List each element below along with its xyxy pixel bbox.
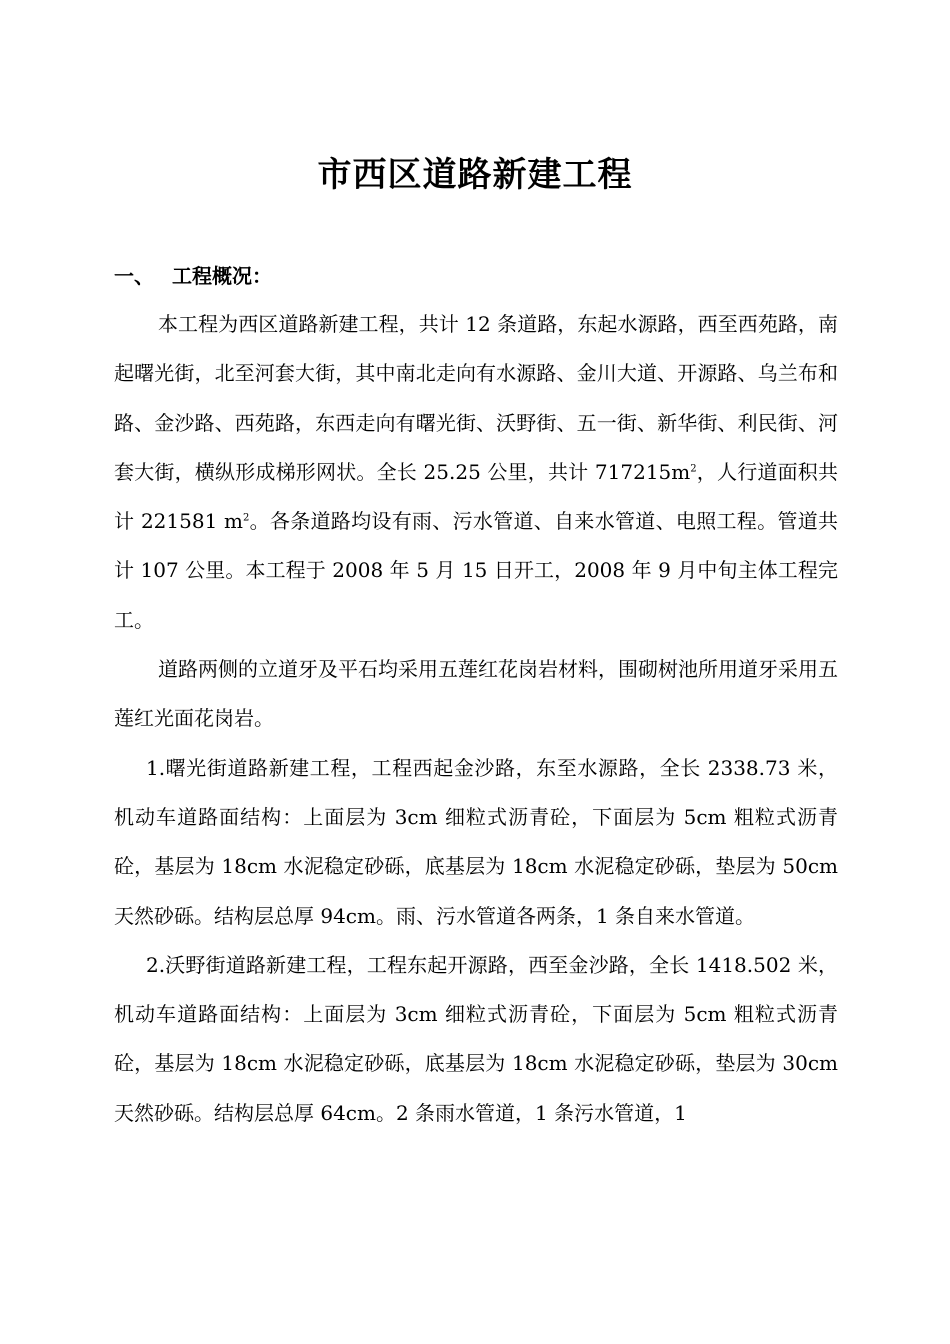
document-body bbox=[114, 300, 838, 1138]
paragraph-overview bbox=[114, 300, 838, 645]
paragraph-item-1: 1.曙光街道路新建工程，工程西起金沙路，东至水源路，全长 2338.73 米，机动车道路面结构：上面层为 3cm 细粒式沥青砼，下面层为 5cm 粗粒式沥青砼，基层为 18cm 水泥稳定砂砾，底基层为 18cm 水泥稳定砂砾，垫层为 50cm 天然砂砾。结构层总厚 94cm。雨、污水管道各两条，1 条自来水管道。 bbox=[114, 755, 838, 928]
section-heading bbox=[114, 258, 272, 294]
superscript-squared: 2 bbox=[242, 512, 250, 524]
document-title: 市西区道路新建工程 bbox=[317, 155, 633, 195]
paragraph-item-2: 2.沃野街道路新建工程，工程东起开源路，西至金沙路，全长 1418.502 米，机动车道路面结构：上面层为 3cm 细粒式沥青砼，下面层为 5cm 粗粒式沥青砼，基层为 18cm 水泥稳定砂砾，底基层为 18cm 水泥稳定砂砾，垫层为 30cm 天然砂砾。结构层总厚 64cm。2 条雨水管道，1 条污水管道，1 bbox=[114, 952, 838, 1125]
section-heading-text: 工程概况： bbox=[172, 264, 272, 288]
paragraph-overview-text-c: 。各条道路均设有雨、污水管道、自来水管道、电照工程。管道共计 107 公里。本工程于 2008 年 5 月 15 日开工，2008 年 9 月中旬主体工程完工。 bbox=[114, 509, 839, 632]
paragraph-overview-text-b: ，人行道面积共计 221581 m bbox=[114, 459, 839, 534]
superscript-squared: 2 bbox=[690, 463, 697, 475]
paragraph-overview-text-a: 本工程为西区道路新建工程，共计 12 条道路，东起水源路，西至西苑路，南起曙光街，北至河套大街，其中南北走向有水源路、金川大道、开源路、乌兰布和路、金沙路、西苑路，东西走向有曙光街、沃野街、五一街、新华街、利民街、河套大街，横纵形成梯形网状。全长 25.25 公里，共计 717215m bbox=[114, 312, 838, 484]
paragraph-materials: 道路两侧的立道牙及平石均采用五莲红花岗岩材料，围砌树池所用道牙采用五莲红光面花岗岩。 bbox=[114, 657, 838, 731]
section-number: 一、 bbox=[114, 264, 154, 288]
